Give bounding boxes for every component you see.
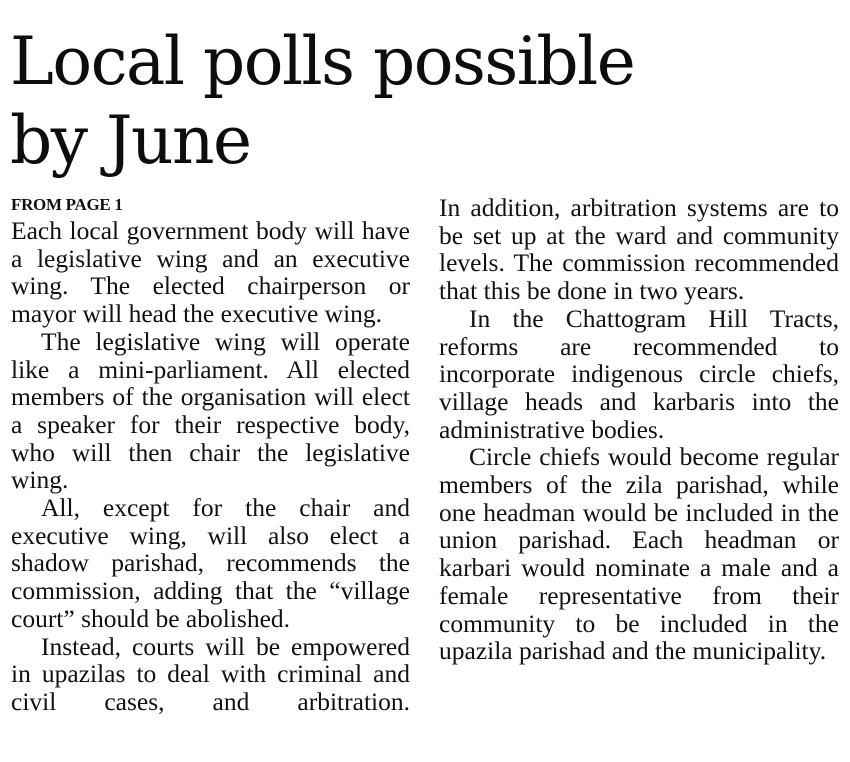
paragraph: Each local government body will have a legislative wing and an executive wing. The elected chairperson or mayor will head the executive wing. [11, 216, 410, 329]
paragraph: In the Chattogram Hill Tracts, reforms are recommended to incorporate indigenous circle chiefs, village heads and karbaris into the administrative bodies. [439, 303, 839, 444]
article-column-left [11, 217, 410, 716]
headline-line-2: by June [10, 102, 251, 179]
paragraph: Instead, courts will be empowered in upazilas to deal with criminal and civil cases, and arbitration. [11, 631, 410, 716]
headline [10, 22, 840, 180]
paragraph: Circle chiefs would become regular members of the zila parishad, while one headman would be included in the union parishad. Each headman or karbari would nominate a male and a female representative from their community to be included in the upazila parishad and the municipality. [439, 442, 839, 666]
continuation-kicker: FROM PAGE 1 [11, 195, 123, 214]
article-column-right [439, 194, 839, 665]
paragraph: In addition, arbitration systems are to be set up at the ward and community levels. The commission recommended that this be done in two years. [439, 193, 839, 306]
paragraph: All, except for the chair and executive wing, will also elect a shadow parishad, recommends the commission, adding that the “village court” should be abolished. [11, 493, 410, 633]
headline-line-1: Local polls possible [10, 23, 635, 100]
paragraph: The legislative wing will operate like a mini-parliament. All elected members of the organisation will elect a speaker for their respective body, who will then chair the legislative wing. [11, 326, 410, 495]
